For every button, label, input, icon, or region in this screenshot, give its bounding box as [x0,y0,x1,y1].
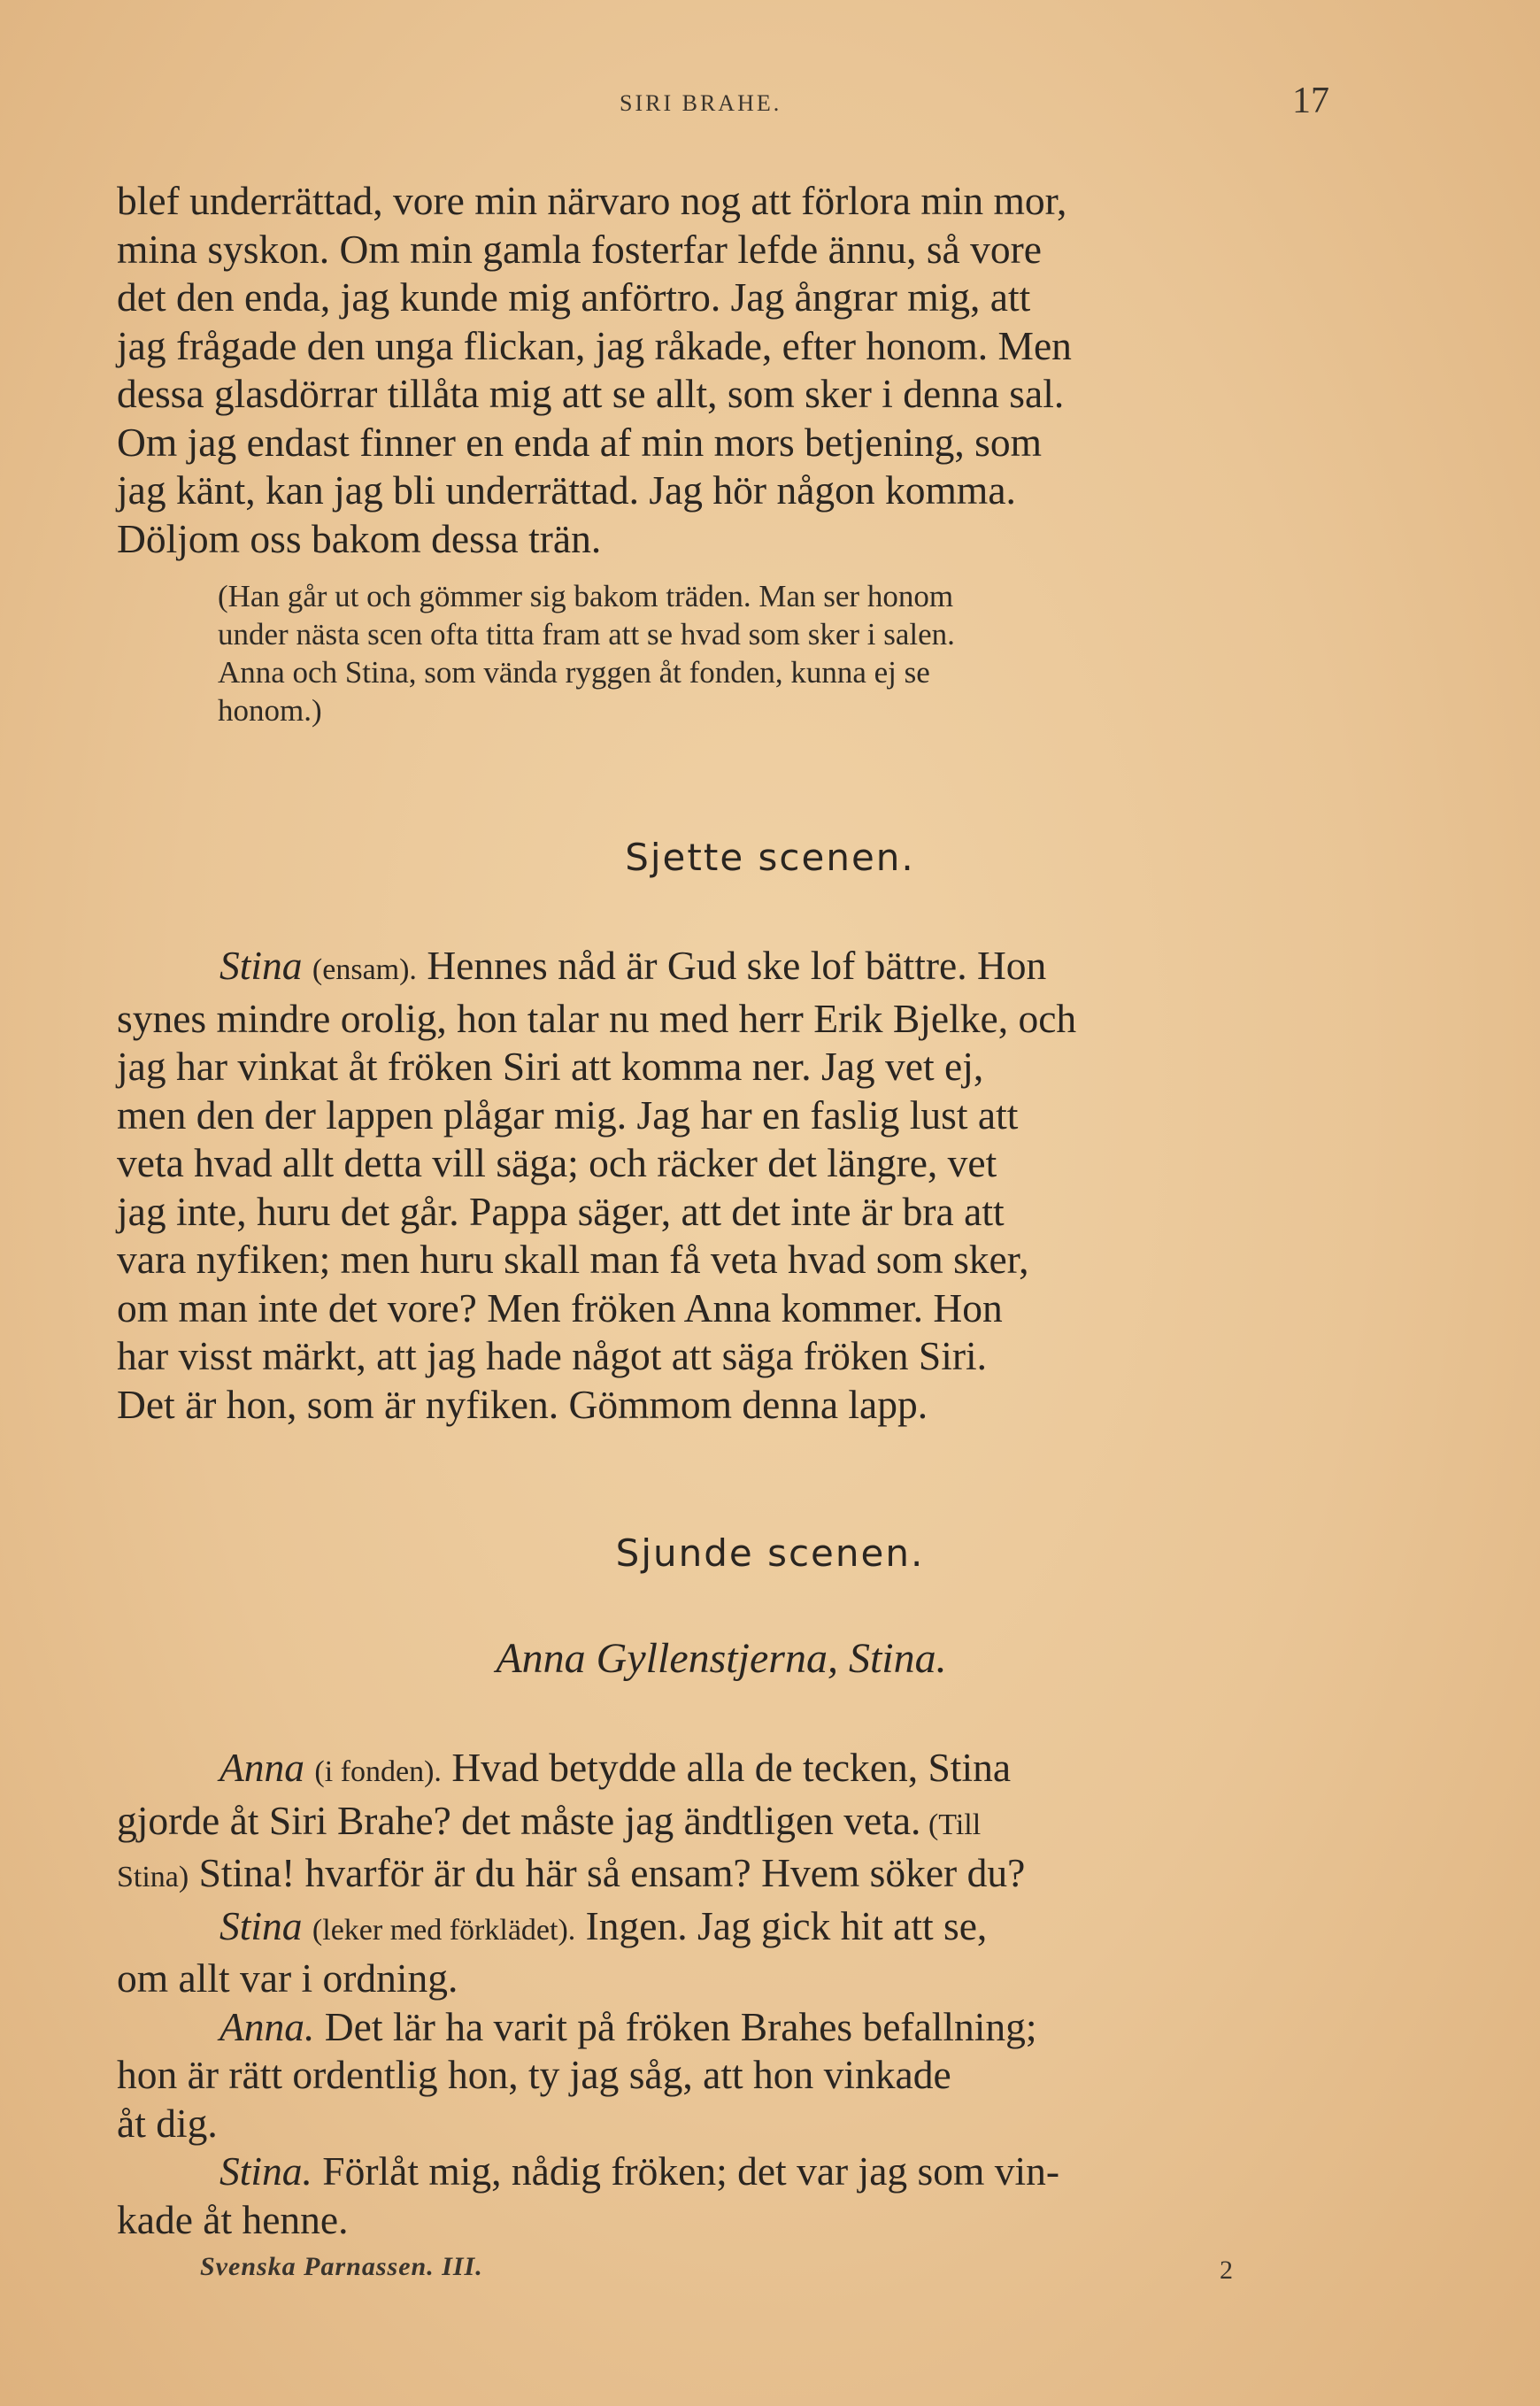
text-line: vara nyfiken; men huru skall man få veta hvad som sker, [117,1237,1029,1282]
text-line: (Han går ut och gömmer sig bakom träden. Man ser honom [218,579,954,613]
stage-direction-inline: (leker med förklädet). [312,1913,576,1947]
text-line: Om jag endast finner en enda af min mors betjening, som [117,419,1042,465]
scene-heading-7: Sjunde scenen. [615,1531,925,1575]
text-line: men den der lappen plågar mig. Jag har en faslig lust att [117,1091,1019,1137]
scene6-speech [117,942,1331,1429]
text-line: mina syskon. Om min gamla fosterfar lefde ännu, så vore [117,226,1042,272]
speaker-name: Anna. [219,2003,315,2049]
intro-paragraph [117,177,1331,563]
text-line: gjorde åt Siri Brahe? det måste jag ändtligen veta. (Till [117,1797,982,1843]
text-line: blef underrättad, vore min närvaro nog att förlora min mor, [117,178,1067,223]
text-line: Det är hon, som är nyfiken. Gömmom denna lapp. [117,1381,928,1427]
text-line: jag inte, huru det går. Pappa säger, att det inte är bra att [117,1188,1005,1234]
stage-direction-inline: (ensam). [312,953,417,986]
text-line: Stina. Förlåt mig, nådig fröken; det var jag som vin- [219,2148,1060,2194]
text-line: jag frågade den unga flickan, jag råkade, efter honom. Men [117,322,1072,368]
speaker-name: Anna [219,1745,305,1790]
cast-list: Anna Gyllenstjerna, Stina. [496,1635,947,1682]
text-line: honom.) [218,693,322,728]
speaker-name: Stina [219,943,303,988]
text-line: om allt var i ordning. [117,1955,458,2001]
page-number: 17 [1292,81,1329,121]
text-line: Anna. Det lär ha varit på fröken Brahes befallning; [219,2003,1037,2049]
text-line: Stina) Stina! hvarför är du här så ensam? Hvem söker du? [117,1850,1026,1895]
text-line: jag känt, kan jag bli underrättad. Jag hör någon komma. [117,467,1016,513]
text-line: jag har vinkat åt fröken Siri att komma ner. Jag vet ej, [117,1044,984,1089]
footer-title: Svenska Parnassen. III. [200,2252,483,2281]
stage-direction [218,577,1331,729]
text-line: hon är rätt ordentlig hon, ty jag såg, att hon vinkade [117,2052,951,2097]
text-line: Stina (leker med förklädet). Ingen. Jag gick hit att se, [219,1902,988,1948]
text-line: åt dig. [117,2100,218,2146]
text-line: synes mindre orolig, hon talar nu med herr Erik Bjelke, och [117,995,1077,1041]
text-line: har visst märkt, att jag hade något att säga fröken Siri. [117,1333,988,1378]
text-line: det den enda, jag kunde mig anförtro. Jag ångrar mig, att [117,274,1031,320]
stage-direction-inline: (i fonden). [314,1755,442,1788]
scene7-dialogue [117,1744,1331,2244]
text-line: dessa glasdörrar tillåta mig att se allt, som sker i denna sal. [117,371,1065,416]
running-header: SIRI BRAHE. [620,90,782,116]
text-line: veta hvad allt detta vill säga; och räcker det längre, vet [117,1140,997,1185]
scene-heading-6: Sjette scenen. [625,836,915,879]
text-line: Anna (i fonden). Hvad betydde alla de tecken, Stina [219,1745,1012,1790]
speaker-name: Stina [219,1902,303,1948]
speaker-name: Stina. [219,2148,312,2194]
text-line: Anna och Stina, som vända ryggen åt fonden, kunna ej se [218,655,930,690]
text-line: kade åt henne. [117,2196,349,2242]
text-line: om man inte det vore? Men fröken Anna kommer. Hon [117,1284,1003,1330]
text-line: Döljom oss bakom dessa trän. [117,515,602,561]
signature-mark: 2 [1220,2256,1233,2285]
text-line: under nästa scen ofta titta fram att se hvad som sker i salen. [218,617,955,652]
text-line: Stina (ensam). Hennes nåd är Gud ske lof bättre. Hon [219,943,1047,988]
